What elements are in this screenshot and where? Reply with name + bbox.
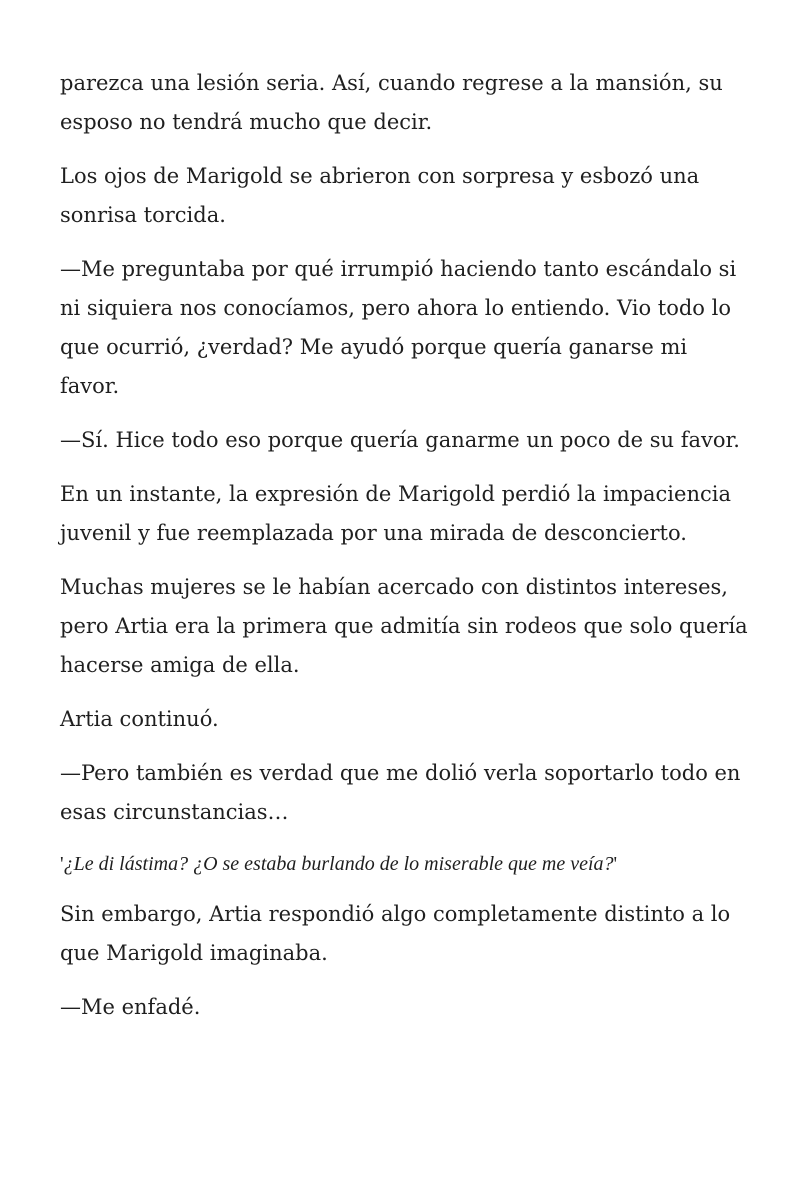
- paragraph: Muchas mujeres se le habían acercado con distintos intereses, pero Artia era la primera que admitía sin rodeos que solo quería hacerse amiga de ella.: [60, 575, 748, 677]
- paragraph: Los ojos de Marigold se abrieron con sorpresa y esbozó una sonrisa torcida.: [60, 164, 700, 227]
- dialogue-paragraph: —Sí. Hice todo eso porque quería ganarme un poco de su favor.: [60, 428, 740, 452]
- dialogue-paragraph: —Me preguntaba por qué irrumpió haciendo tanto escándalo si ni siquiera nos conocíamos, pero ahora lo entiendo. Vio todo lo que ocurrió, ¿verdad? Me ayudó porque quería ganarse mi favor.: [60, 257, 737, 398]
- dialogue-paragraph: —Me enfadé.: [60, 995, 201, 1019]
- inner-thought-paragraph: [60, 847, 750, 881]
- thought-open-quote: ': [60, 853, 64, 875]
- thought-close-quote: ': [613, 853, 618, 875]
- dialogue-paragraph: —Pero también es verdad que me dolió verla soportarlo todo en esas circunstancias…: [60, 761, 741, 824]
- thought-text: ¿Le di lástima? ¿O se estaba burlando de lo miserable que me veía?: [63, 853, 614, 875]
- paragraph: En un instante, la expresión de Marigold perdió la impaciencia juvenil y fue reemplazada por una mirada de desconcierto.: [60, 482, 731, 545]
- paragraph: Sin embargo, Artia respondió algo completamente distinto a lo que Marigold imaginaba.: [60, 902, 731, 965]
- paragraph: parezca una lesión seria. Así, cuando regrese a la mansión, su esposo no tendrá mucho que decir.: [60, 71, 723, 134]
- paragraph: Artia continuó.: [60, 707, 219, 731]
- reading-page: [60, 64, 750, 1042]
